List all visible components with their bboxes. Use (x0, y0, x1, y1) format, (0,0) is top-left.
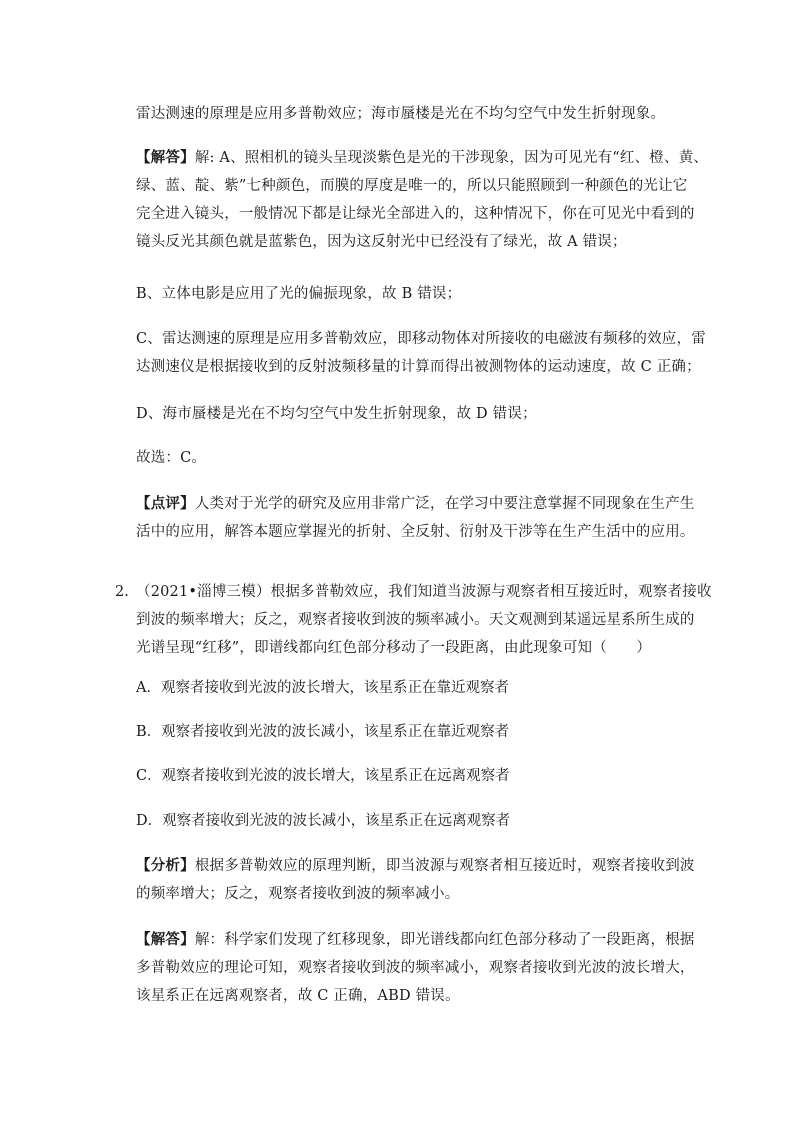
analysis-tag: 【分析】 (136, 857, 195, 874)
intro-text: 雷达测速的原理是应用多普勒效应；海市蜃楼是光在不均匀空气中发生折射现象。 (136, 106, 666, 122)
q2-solution (136, 926, 695, 1010)
q2-solution-text-1: 解：科学家们发现了红移现象，即光谱线都向红色部分移动了一段距离，根据 (194, 932, 695, 948)
q1-option-c-explanation (136, 325, 706, 381)
q1-choice-text: 故选：C。 (136, 450, 207, 466)
q2-question-line-2: 到波的频率增大；反之，观察者接收到波的频率减小。天文观测到某遥远星系所生成的 (136, 612, 695, 628)
q2-solution-line-3: 该星系正在远离观察者，故 C 正确，ABD 错误。 (136, 988, 460, 1004)
q2-solution-line-2: 多普勒效应的理论可知，观察者接收到波的频率减小，观察者接收到光波的波长增大， (136, 960, 695, 976)
q2-number: 2. (115, 584, 129, 600)
q1-option-b-explanation (136, 280, 692, 308)
q2-analysis-line-1 (136, 852, 695, 880)
q1-solution (136, 144, 709, 256)
q2-question-line-1: （2021•淄博三模）根据多普勒效应，我们知道当波源与观察者相互接近时，观察者接收 (136, 584, 712, 600)
comment-tag: 【点评】 (136, 495, 195, 512)
q1-c-line-1: C、雷达测速的原理是应用多普勒效应，即移动物体对所接收的电磁波有频移的效应，雷 (136, 331, 706, 347)
q1-solution-text-1: 解: A、照相机的镜头呈现淡紫色是光的干涉现象，因为可见光有“红、橙、黄、 (194, 150, 709, 166)
q2-option-a: A．观察者接收到光波的波长增大，该星系正在靠近观察者 (136, 680, 509, 696)
q2-option-d: D．观察者接收到光波的波长减小，该星系正在远离观察者 (136, 813, 511, 829)
q2-solution-line-1 (136, 926, 695, 954)
intro-line (136, 100, 692, 128)
q1-b-text: B、立体电影是应用了光的偏振现象，故 B 错误； (136, 286, 462, 302)
q1-solution-line-4: 镜头反光其颜色就是蓝紫色，因为这反射光中已经没有了绿光，故 A 错误； (136, 234, 627, 250)
q2-option-b: B．观察者接收到光波的波长减小，该星系正在靠近观察者 (136, 724, 510, 740)
q1-solution-line-3: 完全进入镜头，一般情况下都是让绿光全部进入的，这种情况下，你在可见光中看到的 (136, 206, 695, 222)
q1-comment-line-2: 活中的应用，解答本题应掌握光的折射、全反射、衍射及干涉等在生产生活中的应用。 (136, 524, 695, 540)
q2-option-c: C．观察者接收到光波的波长增大，该星系正在远离观察者 (136, 768, 510, 784)
q1-option-d-explanation (136, 400, 692, 428)
solution-tag: 【解答】 (136, 149, 195, 166)
q2-analysis-line-2: 的频率增大；反之，观察者接收到波的频率减小。 (136, 886, 460, 902)
q1-comment-line-1 (136, 490, 695, 518)
q1-d-text: D、海市蜃楼是光在不均匀空气中发生折射现象，故 D 错误； (136, 406, 537, 422)
q1-c-line-2: 达测速仪是根据接收到的反射波频移量的计算而得出被测物体的运动速度，故 C 正确； (136, 359, 701, 375)
q1-comment (136, 490, 695, 546)
q2-question (136, 578, 712, 662)
q2-analysis-text-1: 根据多普勒效应的原理判断，即当波源与观察者相互接近时，观察者接收到波 (194, 858, 695, 874)
q2-question-line-3: 光谱呈现“红移”，即谱线都向红色部分移动了一段距离，由此现象可知（ ） (136, 640, 652, 656)
q2-analysis (136, 852, 695, 908)
q1-choice (136, 444, 692, 472)
q1-solution-line-2: 绿、蓝、靛、紫”七种颜色，而膜的厚度是唯一的，所以只能照顾到一种颜色的光让它 (136, 178, 688, 194)
q1-comment-text-1: 人类对于光学的研究及应用非常广泛，在学习中要注意掌握不同现象在生产生 (194, 496, 695, 512)
solution-tag-2: 【解答】 (136, 931, 195, 948)
q1-solution-line-1 (136, 144, 709, 172)
